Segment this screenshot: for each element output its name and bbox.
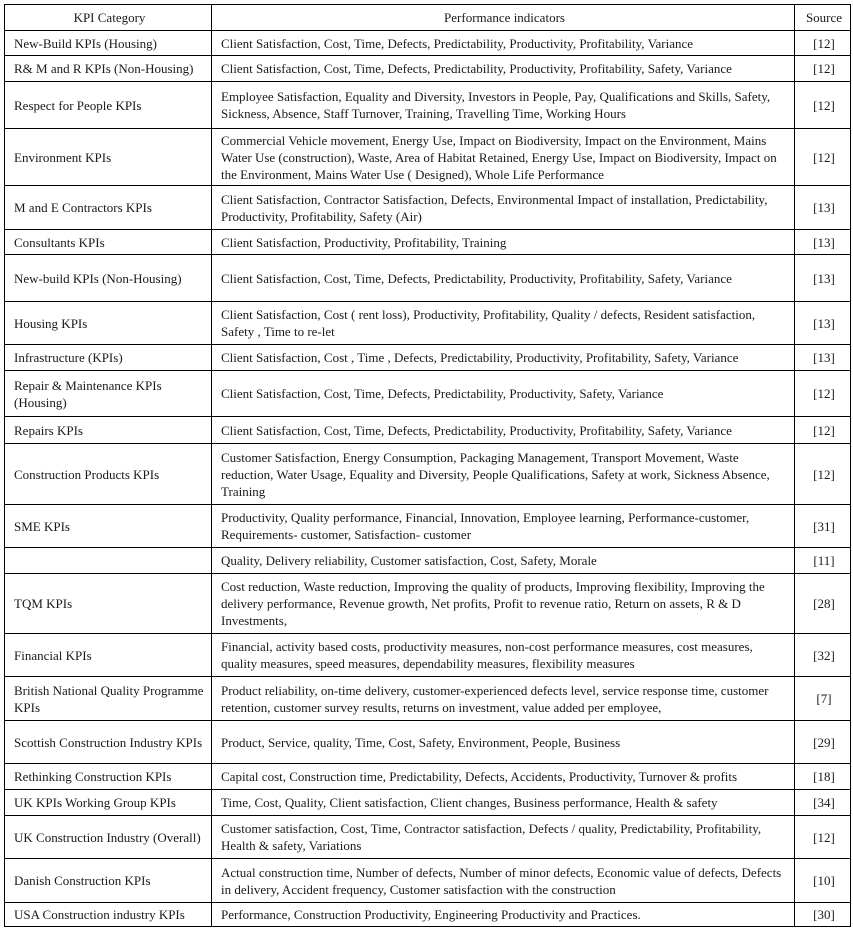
- kpi-category-cell: TQM KPIs: [5, 574, 212, 634]
- source-cell: [29]: [795, 721, 851, 764]
- performance-indicators-cell: Cost reduction, Waste reduction, Improving the quality of products, Improving flexibility, Improving the delivery performance, Revenue growth, Net profits, Profit to revenue ratio, Return on assets, R & D Investments,: [212, 574, 795, 634]
- table-row: [5, 634, 851, 677]
- performance-indicators-cell: Financial, activity based costs, productivity measures, non-cost performance measures, cost measures, quality measures, speed measures, dependability measures, flexibility measures: [212, 634, 795, 677]
- kpi-category-cell: Construction Products KPIs: [5, 444, 212, 505]
- table-row: [5, 816, 851, 859]
- source-cell: [34]: [795, 790, 851, 816]
- performance-indicators-cell: Client Satisfaction, Cost, Time, Defects, Predictability, Productivity, Safety, Variance: [212, 371, 795, 417]
- source-cell: [7]: [795, 677, 851, 721]
- kpi-category-cell: SME KPIs: [5, 505, 212, 548]
- source-cell: [13]: [795, 230, 851, 255]
- table-row: [5, 721, 851, 764]
- source-cell: [28]: [795, 574, 851, 634]
- performance-indicators-cell: Capital cost, Construction time, Predictability, Defects, Accidents, Productivity, Turnover & profits: [212, 764, 795, 790]
- kpi-category-cell: New-build KPIs (Non-Housing): [5, 255, 212, 302]
- table-row: [5, 129, 851, 186]
- performance-indicators-cell: Employee Satisfaction, Equality and Diversity, Investors in People, Pay, Qualifications and Skills, Safety, Sickness, Absence, Staff Turnover, Training, Travelling Time, Working Hours: [212, 82, 795, 129]
- header-performance-indicators: Performance indicators: [212, 5, 795, 31]
- table-row: [5, 230, 851, 255]
- source-cell: [12]: [795, 371, 851, 417]
- performance-indicators-cell: Commercial Vehicle movement, Energy Use, Impact on Biodiversity, Impact on the Environment, Mains Water Use (construction), Waste, Area of Habitat Retained, Energy Use, Impact on Biodiversity, Impact on the Environment, Mains Water Use ( Designed), Whole Life Performance: [212, 129, 795, 186]
- table-row: [5, 255, 851, 302]
- table-row: [5, 82, 851, 129]
- header-kpi-category: KPI Category: [5, 5, 212, 31]
- source-cell: [31]: [795, 505, 851, 548]
- header-source: Source: [795, 5, 851, 31]
- kpi-category-cell: Financial KPIs: [5, 634, 212, 677]
- kpi-category-cell: R& M and R KPIs (Non-Housing): [5, 56, 212, 82]
- table-row: [5, 31, 851, 56]
- table-row: [5, 574, 851, 634]
- kpi-category-cell: Repair & Maintenance KPIs (Housing): [5, 371, 212, 417]
- performance-indicators-cell: Time, Cost, Quality, Client satisfaction, Client changes, Business performance, Health & safety: [212, 790, 795, 816]
- table-body: [5, 31, 851, 927]
- performance-indicators-cell: Product reliability, on-time delivery, customer-experienced defects level, service response time, customer retention, customer survey results, returns on investment, value added per employee,: [212, 677, 795, 721]
- source-cell: [30]: [795, 903, 851, 927]
- table-row: [5, 444, 851, 505]
- kpi-category-cell: [5, 548, 212, 574]
- kpi-category-cell: Scottish Construction Industry KPIs: [5, 721, 212, 764]
- kpi-category-cell: UK Construction Industry (Overall): [5, 816, 212, 859]
- kpi-category-cell: Danish Construction KPIs: [5, 859, 212, 903]
- kpi-category-cell: British National Quality Programme KPIs: [5, 677, 212, 721]
- kpi-category-cell: Environment KPIs: [5, 129, 212, 186]
- performance-indicators-cell: Client Satisfaction, Cost, Time, Defects, Predictability, Productivity, Profitability, Variance: [212, 31, 795, 56]
- source-cell: [13]: [795, 255, 851, 302]
- kpi-category-cell: New-Build KPIs (Housing): [5, 31, 212, 56]
- table-row: [5, 677, 851, 721]
- performance-indicators-cell: Quality, Delivery reliability, Customer satisfaction, Cost, Safety, Morale: [212, 548, 795, 574]
- table-row: [5, 345, 851, 371]
- source-cell: [12]: [795, 31, 851, 56]
- source-cell: [10]: [795, 859, 851, 903]
- performance-indicators-cell: Productivity, Quality performance, Financial, Innovation, Employee learning, Performance-customer, Requirements- customer, Satisfaction- customer: [212, 505, 795, 548]
- kpi-category-cell: Respect for People KPIs: [5, 82, 212, 129]
- table-row: [5, 764, 851, 790]
- performance-indicators-cell: Client Satisfaction, Cost, Time, Defects, Predictability, Productivity, Profitability, Safety, Variance: [212, 56, 795, 82]
- source-cell: [13]: [795, 302, 851, 345]
- kpi-category-cell: Infrastructure (KPIs): [5, 345, 212, 371]
- source-cell: [18]: [795, 764, 851, 790]
- table-row: [5, 903, 851, 927]
- source-cell: [12]: [795, 444, 851, 505]
- source-cell: [13]: [795, 186, 851, 230]
- kpi-category-cell: Rethinking Construction KPIs: [5, 764, 212, 790]
- performance-indicators-cell: Client Satisfaction, Contractor Satisfaction, Defects, Environmental Impact of installation, Predictability, Productivity, Profitability, Safety (Air): [212, 186, 795, 230]
- header-row: [5, 5, 851, 31]
- performance-indicators-cell: Product, Service, quality, Time, Cost, Safety, Environment, People, Business: [212, 721, 795, 764]
- performance-indicators-cell: Customer Satisfaction, Energy Consumption, Packaging Management, Transport Movement, Waste reduction, Water Usage, Equality and Diversity, People Qualifications, Safety at work, Sickness Absence, Training: [212, 444, 795, 505]
- performance-indicators-cell: Client Satisfaction, Cost , Time , Defects, Predictability, Productivity, Profitability, Safety, Variance: [212, 345, 795, 371]
- source-cell: [12]: [795, 417, 851, 444]
- source-cell: [13]: [795, 345, 851, 371]
- performance-indicators-cell: Client Satisfaction, Cost, Time, Defects, Predictability, Productivity, Profitability, Safety, Variance: [212, 417, 795, 444]
- source-cell: [12]: [795, 82, 851, 129]
- table-row: [5, 417, 851, 444]
- kpi-category-cell: Repairs KPIs: [5, 417, 212, 444]
- source-cell: [12]: [795, 129, 851, 186]
- kpi-category-cell: UK KPIs Working Group KPIs: [5, 790, 212, 816]
- table-row: [5, 302, 851, 345]
- table-row: [5, 505, 851, 548]
- kpi-category-cell: USA Construction industry KPIs: [5, 903, 212, 927]
- source-cell: [11]: [795, 548, 851, 574]
- table-row: [5, 186, 851, 230]
- source-cell: [12]: [795, 816, 851, 859]
- table-row: [5, 859, 851, 903]
- kpi-table: [4, 4, 851, 927]
- performance-indicators-cell: Actual construction time, Number of defects, Number of minor defects, Economic value of defects, Defects in delivery, Accident frequency, Customer satisfaction with the construction: [212, 859, 795, 903]
- kpi-category-cell: Consultants KPIs: [5, 230, 212, 255]
- table-row: [5, 790, 851, 816]
- performance-indicators-cell: Performance, Construction Productivity, Engineering Productivity and Practices.: [212, 903, 795, 927]
- source-cell: [12]: [795, 56, 851, 82]
- performance-indicators-cell: Customer satisfaction, Cost, Time, Contractor satisfaction, Defects / quality, Predictability, Profitability, Health & safety, Variations: [212, 816, 795, 859]
- table-row: [5, 371, 851, 417]
- performance-indicators-cell: Client Satisfaction, Cost, Time, Defects, Predictability, Productivity, Profitability, Safety, Variance: [212, 255, 795, 302]
- table-row: [5, 56, 851, 82]
- performance-indicators-cell: Client Satisfaction, Cost ( rent loss), Productivity, Profitability, Quality / defects, Resident satisfaction, Safety , Time to re-let: [212, 302, 795, 345]
- source-cell: [32]: [795, 634, 851, 677]
- kpi-category-cell: M and E Contractors KPIs: [5, 186, 212, 230]
- performance-indicators-cell: Client Satisfaction, Productivity, Profitability, Training: [212, 230, 795, 255]
- table-row: [5, 548, 851, 574]
- kpi-category-cell: Housing KPIs: [5, 302, 212, 345]
